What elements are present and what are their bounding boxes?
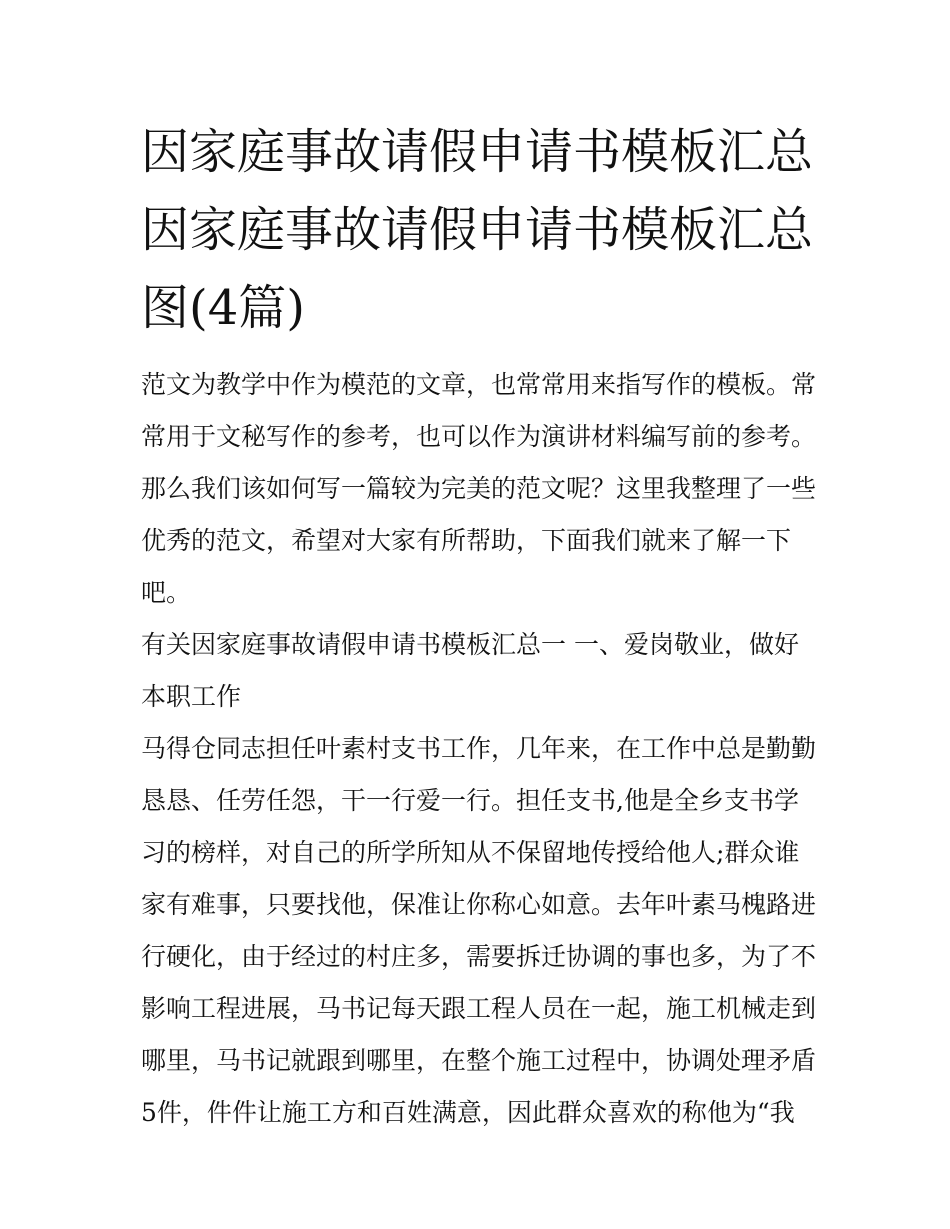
title-block xyxy=(141,113,821,347)
section-heading-paragraph: 有关因家庭事故请假申请书模板汇总一 一、爱岗敬业，做好本职工作 xyxy=(141,630,799,711)
document-body xyxy=(141,113,821,1139)
document-title: 因家庭事故请假申请书模板汇总 因家庭事故请假申请书模板汇总图(4篇) xyxy=(141,124,814,336)
intro-paragraph: 范文为教学中作为模范的文章，也常常用来指写作的模板。常常用于文秘写作的参考，也可以作为演讲材料编写前的参考。那么我们该如何写一篇较为完美的范文呢？这里我整理了一些优秀的范文，希望对大家有所帮助，下面我们就来了解一下吧。 xyxy=(141,370,817,607)
body-paragraph: 马得仓同志担任叶素村支书工作，几年来，在工作中总是勤勤恳恳、任劳任怨，干一行爱一行。担任支书,他是全乡支书学习的榜样，对自己的所学所知从不保留地传授给他人;群众谁家有难事，只要找他，保准让你称心如意。去年叶素马槐路进行硬化，由于经过的村庄多，需要拆迁协调的事也多，为了不影响工程进展，马书记每天跟工程人员在一起，施工机械走到哪里，马书记就跟到哪里，在整个施工过程中，协调处理矛盾5件，件件让施工方和百姓满意，因此群众喜欢的称他为“我 xyxy=(141,734,817,1127)
